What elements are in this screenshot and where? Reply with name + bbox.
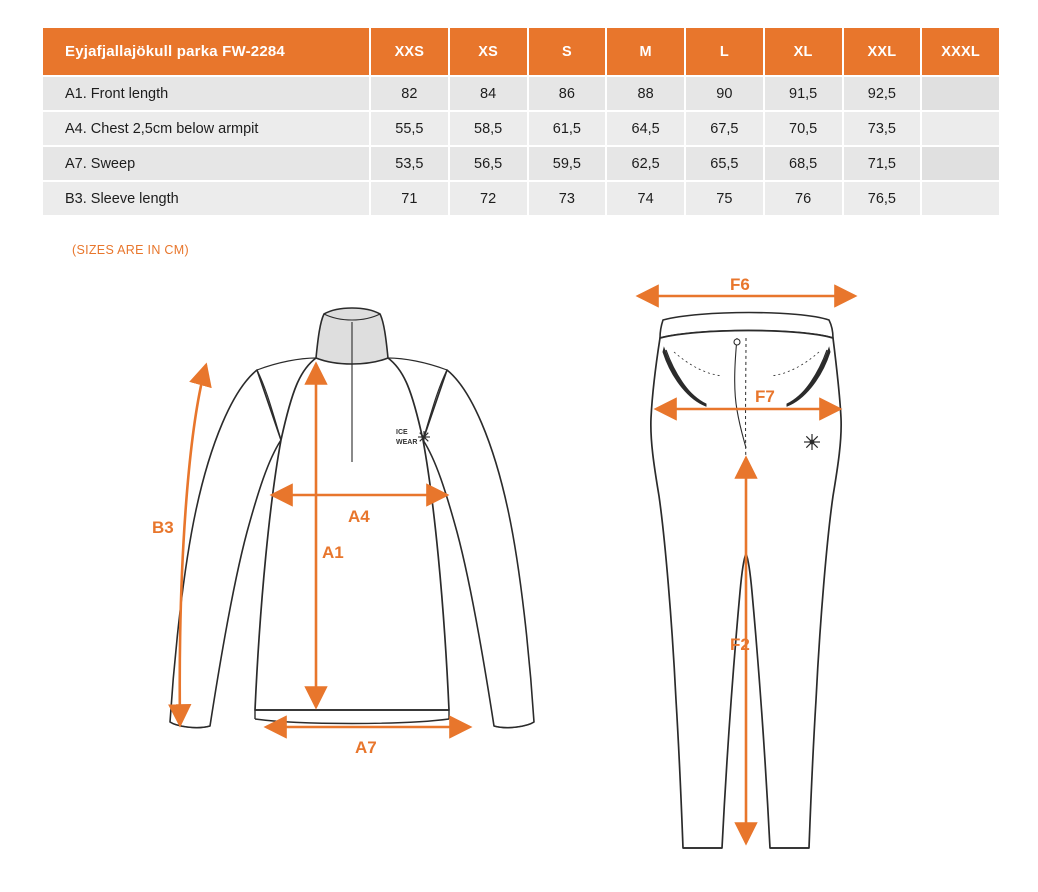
measurement-value: 62,5 [606,146,685,181]
table-row [42,111,1000,146]
size-header-xxs: XXS [370,27,449,76]
size-table-container [41,26,999,217]
measurement-value: 72 [449,181,528,216]
measurement-value: 73 [528,181,607,216]
measurement-value: 64,5 [606,111,685,146]
measurement-name: A7. Sweep [42,146,370,181]
table-row [42,146,1000,181]
size-table-head [42,27,1000,76]
measurement-value: 65,5 [685,146,764,181]
measurement-value: 76 [764,181,843,216]
units-note: (SIZES ARE IN CM) [72,243,189,257]
size-header-l: L [685,27,764,76]
size-table [41,26,1001,217]
measurement-value: 67,5 [685,111,764,146]
size-header-xs: XS [449,27,528,76]
measurement-value: 61,5 [528,111,607,146]
measurement-value [921,111,1000,146]
top-garment-illustration [152,308,534,757]
measurement-value: 71 [370,181,449,216]
measurement-value: 88 [606,76,685,111]
label-a1: A1 [322,543,344,562]
measurement-value: 68,5 [764,146,843,181]
size-table-body [42,76,1000,216]
measurement-value: 71,5 [843,146,922,181]
measurement-name: B3. Sleeve length [42,181,370,216]
measurement-value: 74 [606,181,685,216]
measurement-value: 73,5 [843,111,922,146]
size-header-xxl: XXL [843,27,922,76]
measurement-value: 59,5 [528,146,607,181]
size-header-s: S [528,27,607,76]
brand-label-line1: ICE [396,429,408,436]
measurement-value: 84 [449,76,528,111]
label-b3: B3 [152,518,174,537]
garment-diagrams [0,270,1038,892]
table-header-row [42,27,1000,76]
measurement-value: 92,5 [843,76,922,111]
product-name-header: Eyjafjallajökull parka FW-2284 [42,27,370,76]
measurement-value: 86 [528,76,607,111]
label-a7: A7 [355,738,377,757]
snowflake-icon [804,434,820,450]
measurement-value [921,181,1000,216]
measurement-value [921,146,1000,181]
measurement-value: 56,5 [449,146,528,181]
size-header-m: M [606,27,685,76]
label-a4: A4 [348,507,370,526]
measure-sweep-a7 [266,727,470,757]
label-f7: F7 [755,387,775,406]
measurement-value: 91,5 [764,76,843,111]
label-f6: F6 [730,275,750,294]
measurement-value: 53,5 [370,146,449,181]
size-header-xl: XL [764,27,843,76]
measurement-value: 82 [370,76,449,111]
measure-waist-f6 [638,275,855,296]
measurement-value [921,76,1000,111]
measurement-value: 75 [685,181,764,216]
measurement-value: 70,5 [764,111,843,146]
snowflake-icon [418,431,430,443]
table-row [42,181,1000,216]
measurement-value: 90 [685,76,764,111]
trousers-illustration [638,275,855,848]
measurement-name: A4. Chest 2,5cm below armpit [42,111,370,146]
brand-label-line2: WEAR [396,439,418,446]
measurement-value: 76,5 [843,181,922,216]
measurement-value: 55,5 [370,111,449,146]
measurement-value: 58,5 [449,111,528,146]
size-header-xxxl: XXXL [921,27,1000,76]
measurement-name: A1. Front length [42,76,370,111]
label-f2: F2 [730,635,750,654]
table-row [42,76,1000,111]
